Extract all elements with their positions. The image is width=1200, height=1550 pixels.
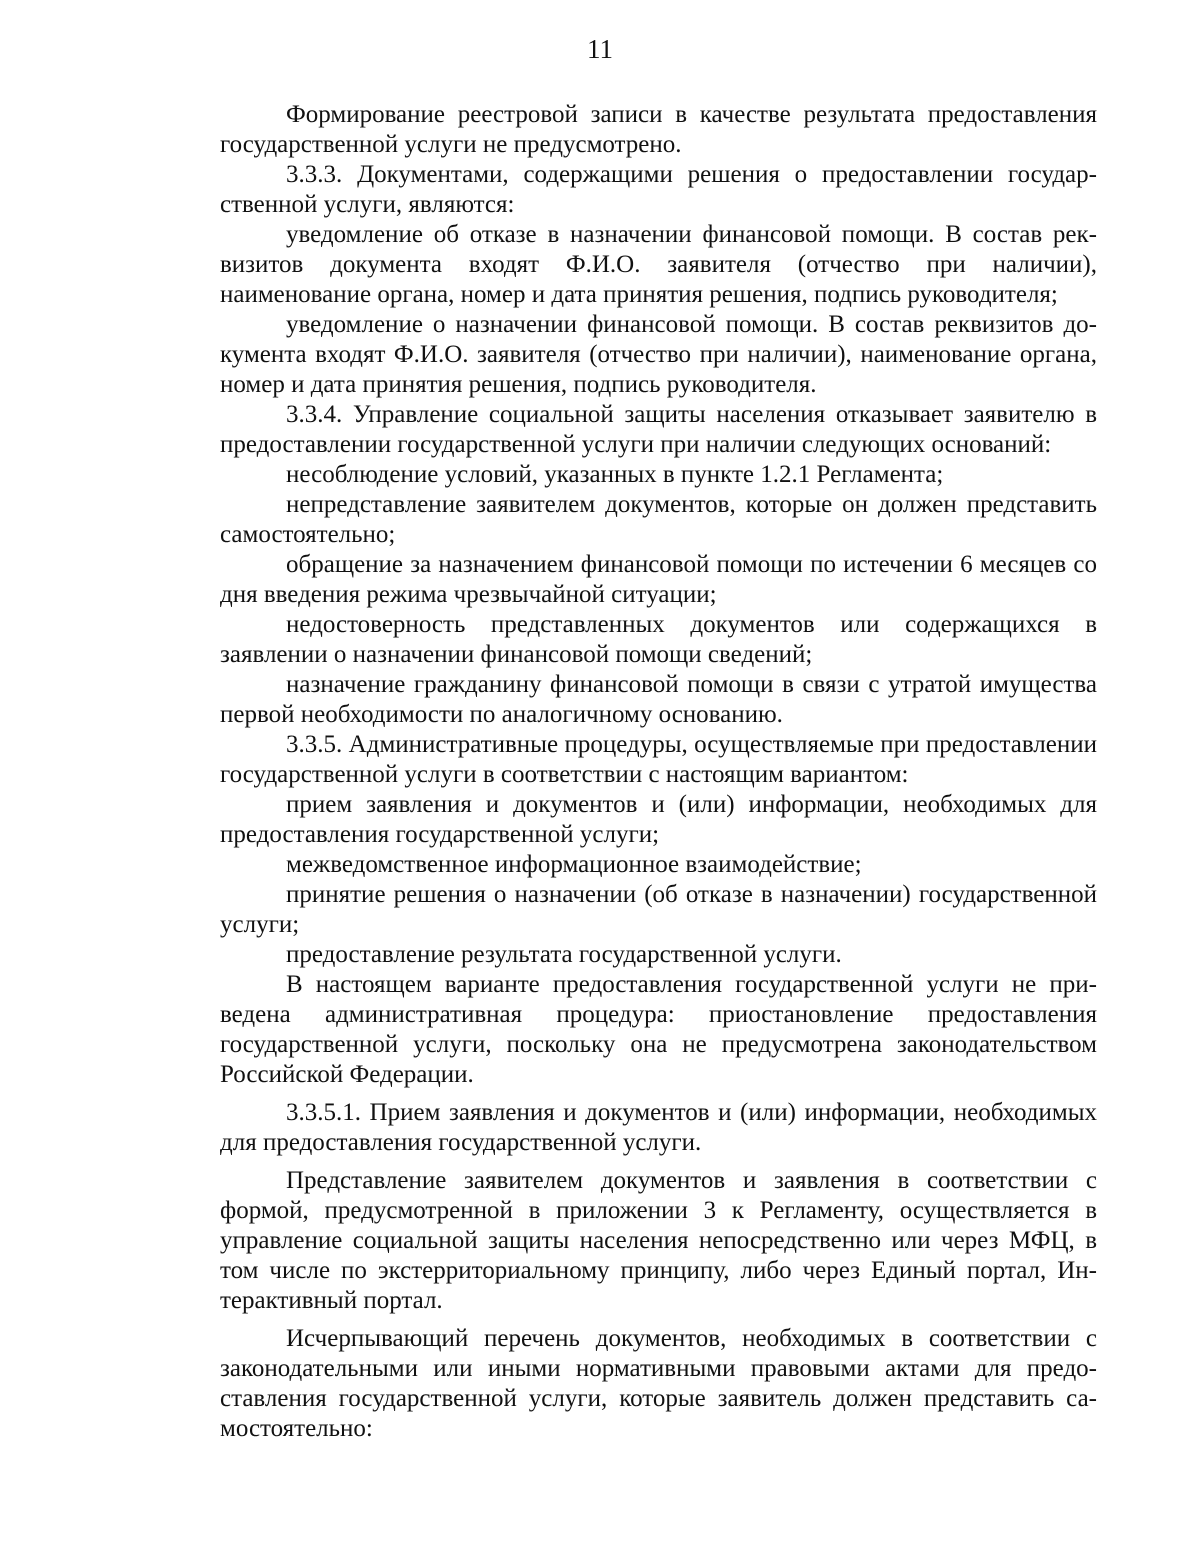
document-body bbox=[220, 100, 1097, 1444]
paragraph-procedure-4: предоставление результата государственной услуги. bbox=[286, 941, 842, 968]
paragraph-refusal-reason-3: обращение за назначением финансовой помощи по истечении 6 месяцев со дня введения режима чрезвычайной ситуации; bbox=[220, 551, 1097, 608]
paragraph-suspension-note: В настоящем варианте предоставления государственной услуги не приведена административная процедура: приостановление предоставления государственной услуги, поскольку она не предусмотрена законодательством Российской Федерации. bbox=[220, 971, 1097, 1088]
paragraph-3-3-5-1: 3.3.5.1. Прием заявления и документов и (или) информации, необходимых для предоставления государственной услуги. bbox=[220, 1099, 1097, 1156]
paragraph-procedure-3: принятие решения о назначении (об отказе в назначении) государственной услуги; bbox=[220, 881, 1097, 938]
paragraph-submission: Представление заявителем документов и заявления в соответствии с формой, предусмотренной в приложении 3 к Регламенту, осуществляется в управление социальной защиты населения непосредственно или через МФЦ, в том числе по экстерриториальному принципу, либо через Единый портал, Интерактивный портал. bbox=[220, 1167, 1097, 1314]
paragraph-refusal-reason-1: несоблюдение условий, указанных в пункте 1.2.1 Регламента; bbox=[286, 461, 944, 488]
paragraph-3-3-3: 3.3.3. Документами, содержащими решения о предоставлении государственной услуги, являются: bbox=[220, 161, 1097, 218]
paragraph-3-3-5: 3.3.5. Административные процедуры, осуществляемые при предоставлении государственной услуги в соответствии с настоящим вариантом: bbox=[220, 731, 1097, 788]
paragraph-procedure-1: прием заявления и документов и (или) информации, необходимых для предоставления государственной услуги; bbox=[220, 791, 1097, 848]
paragraph-refusal-reason-2: непредставление заявителем документов, которые он должен представить самостоятельно; bbox=[220, 491, 1097, 548]
paragraph-procedure-2: межведомственное информационное взаимодействие; bbox=[286, 851, 862, 878]
paragraph-refusal-reason-4: недостоверность представленных документов или содержащихся в заявлении о назначении финансовой помощи сведений; bbox=[220, 611, 1097, 668]
paragraph-refusal-notice: уведомление об отказе в назначении финансовой помощи. В состав реквизитов документа входят Ф.И.О. заявителя (отчество при наличии), наименование органа, номер и дата принятия решения, подпись руководителя; bbox=[220, 221, 1097, 308]
paragraph-documents-list: Исчерпывающий перечень документов, необходимых в соответствии с законодательными или иными нормативными правовыми актами для предоставления государственной услуги, которые заявитель должен представить самостоятельно: bbox=[220, 1325, 1097, 1442]
page-number: 11 bbox=[587, 34, 613, 64]
paragraph-assignment-notice: уведомление о назначении финансовой помощи. В состав реквизитов документа входят Ф.И.О. заявителя (отчество при наличии), наименование органа, номер и дата принятия решения, подпись руководителя. bbox=[220, 311, 1097, 398]
paragraph-refusal-reason-5: назначение гражданину финансовой помощи в связи с утратой имущества первой необходимости по аналогичному основанию. bbox=[220, 671, 1097, 728]
paragraph-registry-record: Формирование реестровой записи в качестве результата предоставления государственной услуги не предусмотрено. bbox=[220, 101, 1097, 158]
paragraph-3-3-4: 3.3.4. Управление социальной защиты населения отказывает заявителю в предоставлении государственной услуги при наличии следующих оснований: bbox=[220, 401, 1097, 458]
